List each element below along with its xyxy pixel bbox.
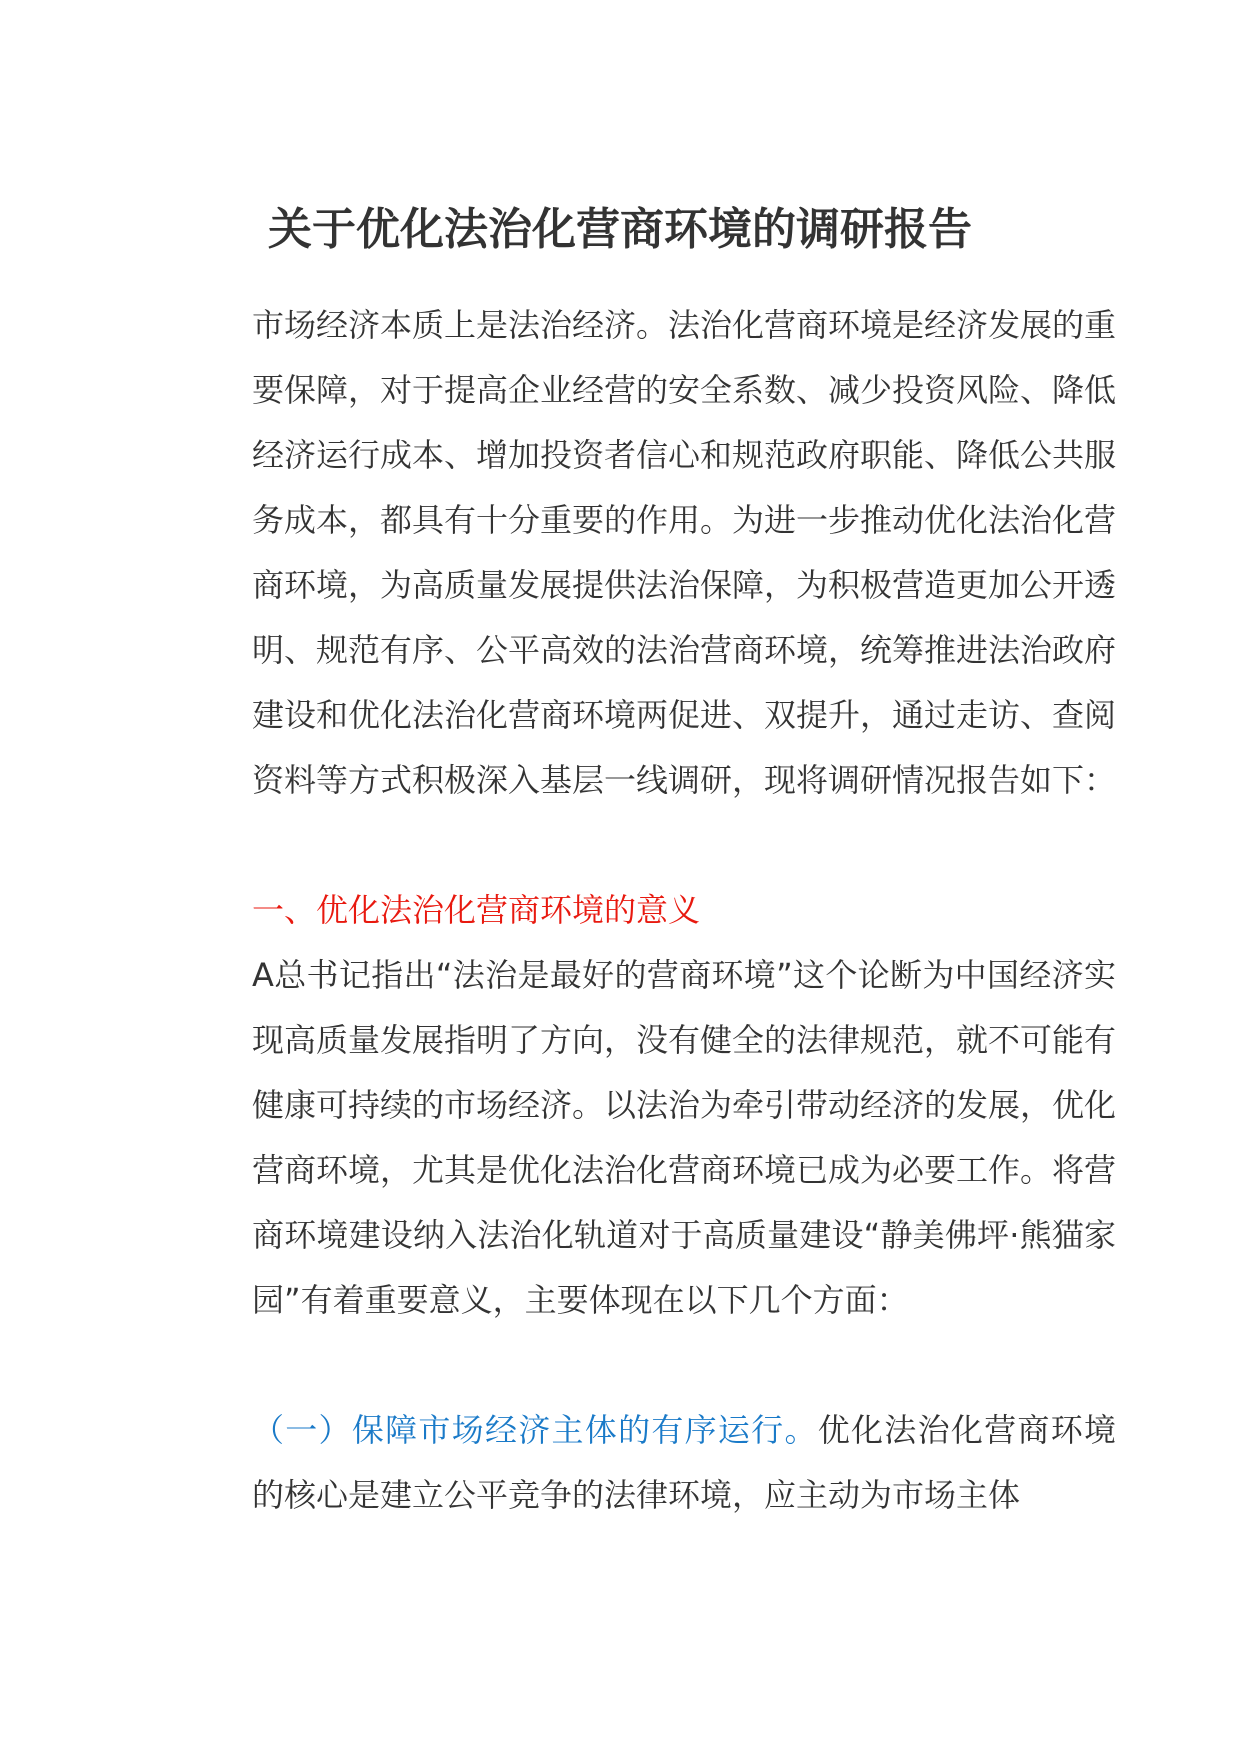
document-title: 关于优化法治化营商环境的调研报告 [268,204,972,255]
section-1-heading: 一、优化法治化营商环境的意义 [252,891,701,929]
subsection-1-paragraph [188,1398,1116,1528]
section-1-paragraph: A总书记指出“法治是最好的营商环境”这个论断为中国经济实现高质量发展指明了方向，没有健全的法律规范，就不可能有健康可持续的市场经济。以法治为牵引带动经济的发展，优化营商环境，尤其是优化法治化营商环境已成为必要工作。将营商环境建设纳入法治化轨道对于高质量建设“静美佛坪·熊猫家园”有着重要意义，主要体现在以下几个方面： [252,956,1117,1319]
subsection-1-heading: （一）保障市场经济主体的有序运行。 [252,1411,818,1449]
subsection-1-text: 优化法治化营商环境的核心是建立公平竞争的法律环境，应主动为市场主体 [252,1411,1116,1514]
intro-paragraph: 市场经济本质上是法治经济。法治化营商环境是经济发展的重要保障，对于提高企业经营的安全系数、减少投资风险、降低经济运行成本、增加投资者信心和规范政府职能、降低公共服务成本，都具有十分重要的作用。为进一步推动优化法治化营商环境，为高质量发展提供法治保障，为积极营造更加公开透明、规范有序、公平高效的法治营商环境，统筹推进法治政府建设和优化法治化营商环境两促进、双提升，通过走访、查阅资料等方式积极深入基层一线调研，现将调研情况报告如下： [252,306,1117,799]
